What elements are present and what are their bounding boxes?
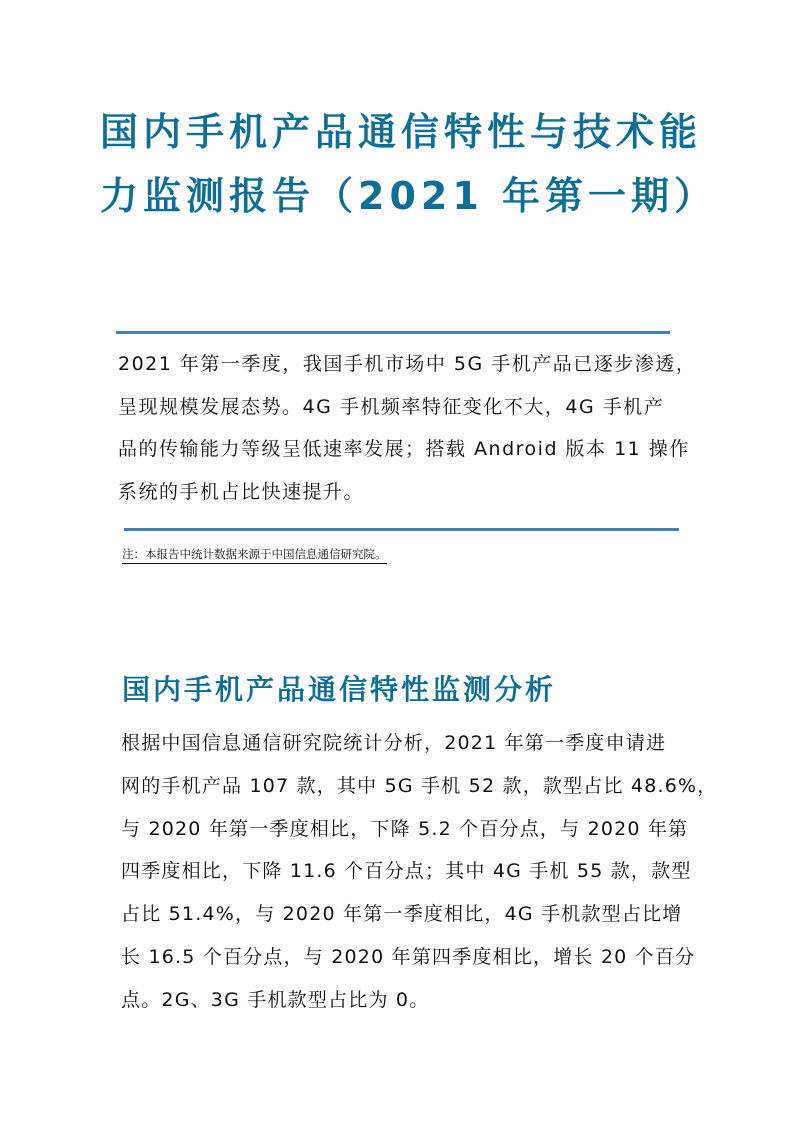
summary-line: 2021 年第一季度，我国手机市场中 5G 手机产品已逐步渗透，	[118, 353, 697, 375]
section-body-paragraph	[121, 722, 718, 1022]
summary-line: 品的传输能力等级呈低速率发展；搭载 Android 版本 11 操作	[118, 438, 690, 460]
report-title-line-2: 力监测报告（2021 年第一期）	[100, 174, 717, 218]
body-line: 根据中国信息通信研究院统计分析，2021 年第一季度申请进	[121, 732, 667, 754]
data-source-note: 注：本报告中统计数据来源于中国信息通信研究院。	[122, 546, 387, 564]
summary-line: 呈现规模发展态势。4G 手机频率特征变化不大，4G 手机产	[118, 395, 665, 418]
summary-top-divider	[116, 331, 670, 334]
summary-paragraph	[118, 343, 697, 513]
body-line: 网的手机产品 107 款，其中 5G 手机 52 款，款型占比 48.6%，	[121, 774, 718, 797]
report-title-line-1: 国内手机产品通信特性与技术能	[100, 110, 703, 154]
section-heading: 国内手机产品通信特性监测分析	[122, 673, 557, 706]
body-line: 点。2G、3G 手机款型占比为 0。	[121, 988, 430, 1011]
report-title	[100, 100, 717, 228]
summary-bottom-divider	[124, 528, 679, 531]
body-line: 长 16.5 个百分点，与 2020 年第四季度相比，增长 20 个百分	[121, 945, 696, 968]
body-line: 占比 51.4%，与 2020 年第一季度相比，4G 手机款型占比增	[121, 903, 683, 926]
body-line: 与 2020 年第一季度相比，下降 5.2 个百分点，与 2020 年第	[121, 817, 689, 840]
body-line: 四季度相比，下降 11.6 个百分点；其中 4G 手机 55 款，款型	[121, 860, 692, 883]
summary-line: 系统的手机占比快速提升。	[118, 480, 365, 503]
